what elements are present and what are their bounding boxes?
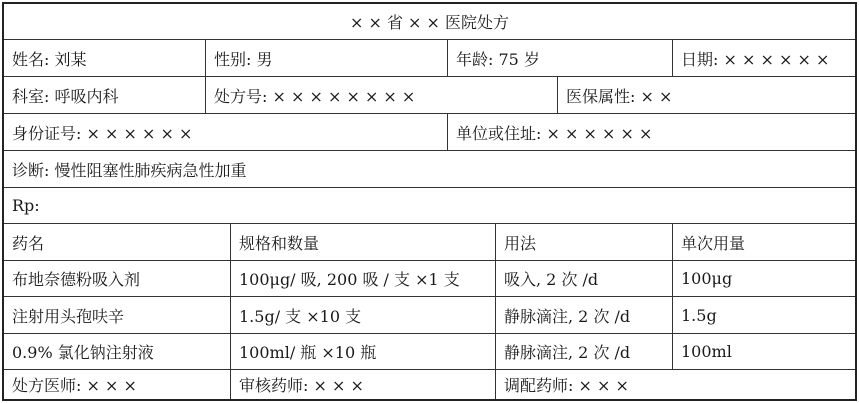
drug-name: 注射用头孢呋辛 <box>12 306 125 326</box>
patient-age: 年龄: 75 岁 <box>447 40 672 76</box>
insurance-type: 医保属性: × × <box>557 77 855 113</box>
table-row <box>4 261 855 297</box>
header-drug-name: 药名 <box>12 233 45 253</box>
form-title: × × 省 × × 医院处方 <box>349 13 510 32</box>
drug-spec: 1.5g/ 支 ×10 支 <box>230 297 495 333</box>
signature-row <box>4 370 855 399</box>
rp-label: Rp: <box>12 196 40 215</box>
prescription-number: 处方号: × × × × × × × × <box>205 77 557 113</box>
header-spec-quantity: 规格和数量 <box>230 224 495 260</box>
drug-name: 布地奈德粉吸入剂 <box>12 270 141 289</box>
address: 单位或住址: × × × × × × <box>447 114 855 150</box>
drug-spec: 100ml/ 瓶 ×10 瓶 <box>230 334 495 369</box>
diagnosis-row <box>4 151 855 188</box>
patient-row-2 <box>4 77 855 114</box>
drug-spec: 100μg/ 吸, 200 吸 / 支 ×1 支 <box>230 261 495 296</box>
department: 科室: 呼吸内科 <box>12 86 119 106</box>
id-number: 身份证号: × × × × × × <box>12 123 193 143</box>
drug-dose: 100ml <box>672 334 855 369</box>
drug-dose: 1.5g <box>672 297 855 333</box>
reviewing-pharmacist: 审核药师: × × × <box>230 370 495 399</box>
prescription-date: 日期: × × × × × × <box>672 40 855 76</box>
patient-name: 姓名: 刘某 <box>12 49 87 69</box>
title-row <box>4 4 855 40</box>
drug-name: 0.9% 氯化钠注射液 <box>12 343 154 362</box>
header-single-dose: 单次用量 <box>672 224 855 260</box>
drug-usage: 静脉滴注, 2 次 /d <box>495 297 672 333</box>
prescribing-doctor: 处方医师: × × × <box>12 376 137 395</box>
patient-row-1 <box>4 40 855 77</box>
drug-dose: 100μg <box>672 261 855 296</box>
diagnosis: 诊断: 慢性阻塞性肺疾病急性加重 <box>12 160 247 180</box>
patient-row-3 <box>4 114 855 151</box>
table-row <box>4 297 855 334</box>
header-usage: 用法 <box>495 224 672 260</box>
drug-usage: 吸入, 2 次 /d <box>495 261 672 296</box>
patient-gender: 性别: 男 <box>205 40 447 76</box>
prescription-form <box>2 2 857 401</box>
drug-usage: 静脉滴注, 2 次 /d <box>495 334 672 369</box>
table-row <box>4 334 855 370</box>
drug-table-header <box>4 224 855 261</box>
dispensing-pharmacist: 调配药师: × × × <box>495 370 855 399</box>
rp-row <box>4 188 855 224</box>
